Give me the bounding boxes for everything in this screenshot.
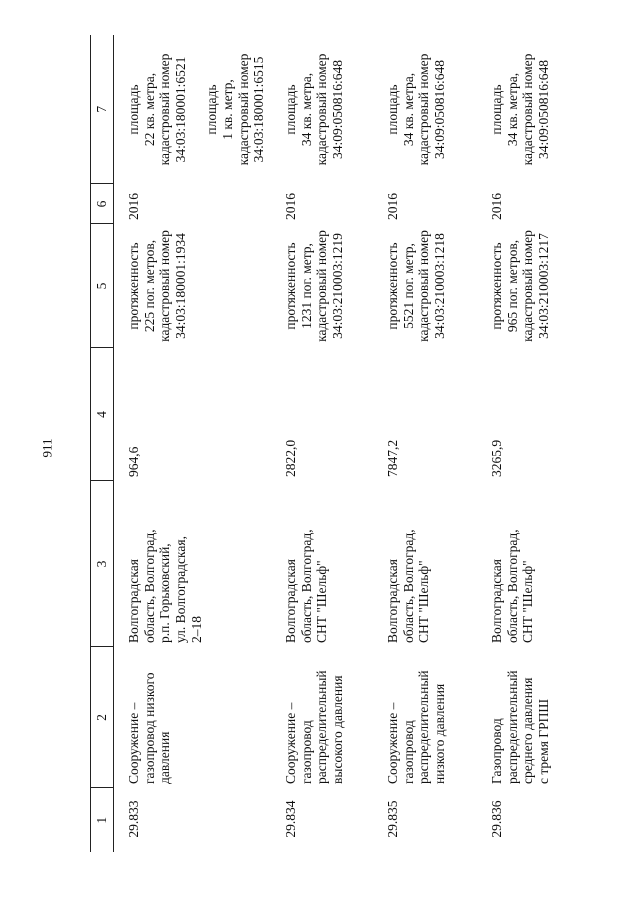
table-row: [114, 35, 272, 852]
object-address: Волгоградская область, Волгоград, р.п. Горьковский, ул. Волгоградская, 2–18: [126, 529, 204, 643]
header-cell-2: 2: [91, 647, 114, 788]
object-name: Газопровод распределительный среднего давления с тремя ГРПШ: [489, 670, 551, 784]
header-cell-4: 4: [91, 348, 114, 481]
land-plot-info: площадь 34 кв. метра, кадастровый номер 34:09:050816:648: [489, 53, 551, 166]
object-name: Сооружение – газопровод распределительный низкого давления: [385, 670, 447, 784]
header-cell-1: 1: [91, 788, 114, 852]
object-extent: протяженность 1231 пог. метр, кадастровый номер 34:03:210003:1219: [283, 230, 345, 342]
object-value: 964,6: [126, 446, 141, 477]
land-plot-info: площадь 34 кв. метра, кадастровый номер 34:09:050816:648: [385, 53, 447, 166]
page-number: 911: [39, 438, 55, 458]
object-value: 7847,2: [385, 439, 400, 477]
land-plot-info: площадь 34 кв. метра, кадастровый номер 34:09:050816:648: [283, 53, 345, 166]
object-value: 2822,0: [283, 439, 298, 477]
header-cell-7: 7: [91, 35, 114, 184]
row-number: 29.836: [489, 800, 504, 838]
header-cell-6: 6: [91, 184, 114, 224]
land-plot-info: площадь 22 кв. метра, кадастровый номер 34:03:180001:6521 площадь 1 кв. метр, кадастровый номер 34:03:180001:6515: [126, 53, 267, 166]
row-number: 29.833: [126, 800, 141, 838]
object-year: 2016: [283, 193, 298, 220]
header-cell-5: 5: [91, 224, 114, 348]
object-extent: протяженность 5521 пог. метр, кадастровый номер 34:03:210003:1218: [385, 230, 447, 342]
header-row: [91, 35, 114, 852]
object-extent: протяженность 965 пог. метров, кадастровый номер 34:03:210003:1217: [489, 230, 551, 342]
object-year: 2016: [489, 193, 504, 220]
object-address: Волгоградская область, Волгоград, СНТ "Шельф": [385, 529, 432, 643]
table-row: [373, 35, 477, 852]
object-address: Волгоградская область, Волгоград, СНТ "Шельф": [283, 529, 330, 643]
object-name: Сооружение – газопровод низкого давления: [126, 672, 173, 784]
table-header: [91, 35, 114, 852]
registry-table: [90, 35, 575, 852]
header-cell-3: 3: [91, 481, 114, 647]
object-address: Волгоградская область, Волгоград, СНТ "Шельф": [489, 529, 536, 643]
object-extent: протяженность 225 пог. метров, кадастровый номер 34:03:180001:1934: [126, 230, 188, 342]
object-name: Сооружение – газопровод распределительный высокого давления: [283, 670, 345, 784]
object-year: 2016: [126, 193, 141, 220]
object-value: 3265,9: [489, 439, 504, 477]
table-row: [477, 35, 575, 852]
object-year: 2016: [385, 193, 400, 220]
table-row: [271, 35, 373, 852]
row-number: 29.835: [385, 800, 400, 838]
row-number: 29.834: [283, 800, 298, 838]
registry-sheet: [90, 35, 568, 852]
